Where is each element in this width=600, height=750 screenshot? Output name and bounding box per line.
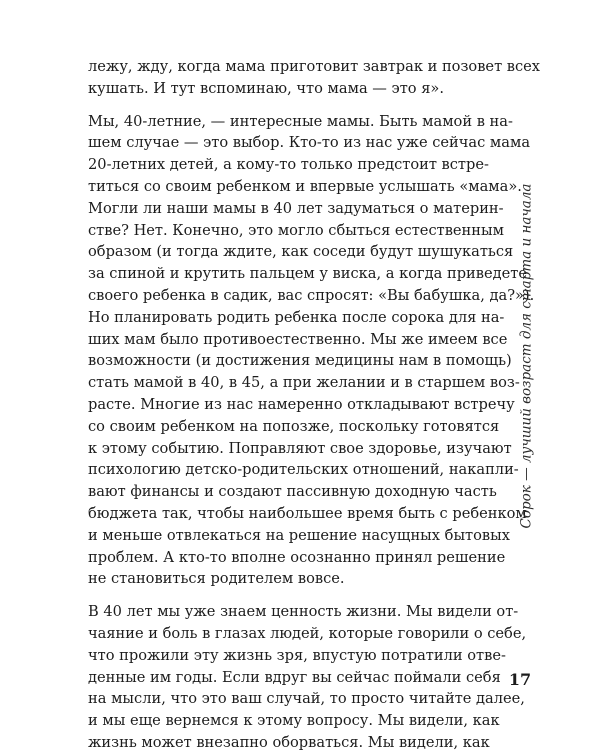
text-line: Могли ли наши мамы в 40 лет задуматься о материн- (88, 199, 504, 217)
text-line: со своим ребенком на попозже, поскольку готовятся (88, 417, 500, 435)
text-line: Мы, 40-летние, — интересные мамы. Быть мамой в на- (88, 112, 513, 130)
text-line: чаяние и боль в глазах людей, которые говорили о себе, (88, 624, 527, 642)
text-line: проблем. А кто-то вполне осознанно принял решение (88, 548, 506, 566)
text-line: на мысли, что это ваш случай, то просто читайте далее, (88, 690, 525, 708)
text-line: психологию детско-родительских отношений, накапли- (88, 461, 519, 479)
text-line: ших мам было противоестественно. Мы же имеем все (88, 330, 508, 348)
text-line: расте. Многие из нас намеренно откладывают встречу (88, 395, 515, 413)
text-line: за спиной и крутить пальцем у виска, а когда приведете (88, 265, 527, 283)
text-line: возможности (и достижения медицины нам в помощь) (88, 352, 512, 370)
text-line: лежу, жду, когда мама приготовит завтрак и позовет всех (88, 58, 541, 75)
running-title-text: Сорок — лучший возраст для старта и начала (518, 183, 535, 529)
text-line: и мы еще вернемся к этому вопросу. Мы видели, как (88, 712, 500, 730)
text-line: своего ребенка в садик, вас спросят: «Вы бабушка, да?»). (88, 286, 535, 304)
text-line: денные им годы. Если вдруг вы сейчас поймали себя (88, 668, 501, 686)
text-line: и меньше отвлекаться на решение насущных бытовых (88, 526, 510, 544)
text-line: жизнь может внезапно оборваться. Мы видели, как (88, 733, 490, 750)
text-line: 20-летних детей, а кому-то только предстоит встре- (88, 156, 489, 174)
text-line: Но планировать родить ребенка после сорока для на- (88, 308, 505, 326)
text-line: В 40 лет мы уже знаем ценность жизни. Мы видели от- (88, 603, 519, 621)
text-line: кушать. И тут вспоминаю, что мама — это я». (88, 79, 444, 97)
text-line: образом (и тогда ждите, как соседи будут шушукаться (88, 243, 514, 261)
paragraph-1 (88, 56, 541, 100)
running-title (514, 56, 538, 656)
page-number: 17 (508, 670, 532, 689)
text-line: стать мамой в 40, в 45, а при желании и в старшем воз- (88, 374, 520, 392)
text-line: стве? Нет. Конечно, это могло сбыться естественным (88, 221, 504, 239)
text-line: к этому событию. Поправляют свое здоровье, изучают (88, 439, 512, 457)
text-line: не становиться родителем вовсе. (88, 570, 345, 588)
text-line: бюджета так, чтобы наибольшее время быть с ребенком (88, 504, 527, 522)
text-line: что прожили эту жизнь зря, впустую потратили отве- (88, 646, 506, 664)
text-line: вают финансы и создают пассивную доходную часть (88, 483, 497, 501)
text-line: титься со своим ребенком и впервые услышать «мама». (88, 177, 522, 195)
text-line: шем случае — это выбор. Кто-то из нас уже сейчас мама (88, 134, 531, 152)
